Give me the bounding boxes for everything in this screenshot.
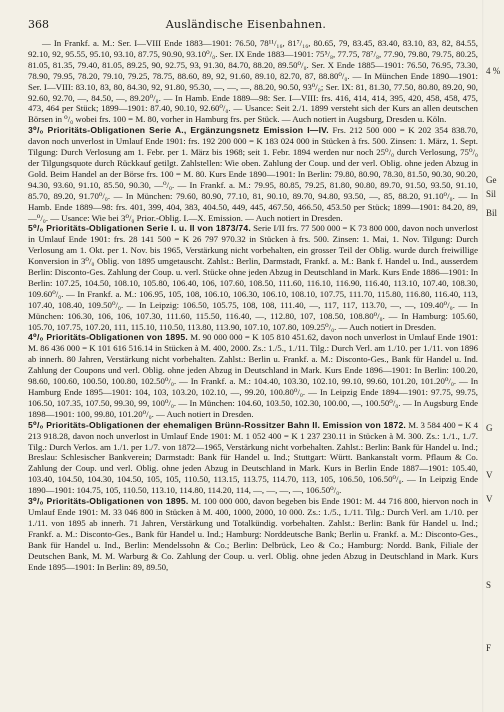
paragraph-title: 4⁰/₀ Prioritäts-Obligationen von 1895. xyxy=(28,332,188,343)
margin-fragment: Bil xyxy=(486,208,498,218)
paragraph-serie-1-2 xyxy=(28,223,478,332)
running-title: Ausländische Eisenbahnen. xyxy=(165,18,327,31)
paragraph-title: 5⁰/₀ Prioritäts-Obligationen der ehemaligen Brünn-Rossitzer Bahn II. Emission von 1872. xyxy=(28,419,407,430)
margin-fragment: V xyxy=(486,494,493,504)
paragraph-bruenn-rossitzer xyxy=(28,420,478,496)
paragraph-title: 3⁰/₀ Prioritäts-Obligationen Serie A., Ergänzungsnetz Emission I—IV. xyxy=(28,125,329,136)
paragraph-text: M. 90 000 000 = K 105 810 451.62, davon noch unverlost in Umlauf Ende 1901: M. 86 436 000 = K 101 616 516.14 in Stücken à M. 400, 2000. Zs.: 1./5., 1./11. Tilg.: Durch Verl. am 1./10. per 1./11. von 1896 ab innerh. 80 Jahren, Verstärkung nicht vorbehalten. Zahlst.: Berlin u. Frankf. a. M.: Disconto-Ges., Bank für Handel u. Ind. Zahlung der Coupons und verl. Oblig. ohne jeden Abzug in Deutschland in Mark. Kurs Ende 1896—1901: In Berlin: 100.20, 98.60, 100.60, 100.50, 100.80, 102.50⁰/₀. — In Frankf. a. M.: 104.40, 103.30, 102.10, 99.10, 99.60, 101.20, 101.20⁰/₀. — In Hamburg Ende 1895—1901: 104, 103, 103.20, 102.10, —, 99.20, 100.80⁰/₀. — In Leipzig Ende 1894—1901: 97.75, 99.75, 106.50, 107.35, 107.50, 99.30, 99, 100⁰/₀. — In München: 104.60, 103.50, 102.30, 100.00, —, 100.50⁰/₀. — In Augsburg Ende 1898—1901: 100, 99.80, 101.20⁰/₀. — Auch notiert in Dresden. xyxy=(28,332,478,419)
page-header xyxy=(28,18,478,32)
margin-fragment: 4 % xyxy=(486,66,501,76)
page-body xyxy=(28,38,478,572)
margin-fragment: V xyxy=(486,470,493,480)
margin-fragment: F xyxy=(486,643,492,653)
margin-fragment: G xyxy=(486,423,493,433)
paragraph-text: Frs. 212 500 000 = K 202 354 838.70, davon noch unverlost in Umlauf Ende 1901: frs. 192 200 000 = K 183 024 000 in Stücken à frs. 500. Zinsen: 1. März, 1. Sept. Tilgung: Durch Verlosung am 1. Febr. per 1. März bis 1968; seit 1. Febr. 1894 werden nur noch 25⁰/₀ durch Verlosung, 75⁰/₀ der Tilgungsquote durch Rückkauf getilgt. Zahlstellen: Wie oben. Zahlung der Coup. und der verl. Oblig. ohne jeden Abzug in Gold. Beim Handel an der Börse frs. 100 = M. 80. Kurs Ende 1890—1901: In Berlin: 79.80, 80.90, 78.30, 81.50, 90.30, 90.20, 94.30, 93.60, 91.10, 85.50, 90.30, —⁰/₀. — In Frankf. a. M.: 79.95, 80.85, 79.25, 81.80, 90.80, 89.70, 91.50, 93.50, 91.10, 85.70, 89.20, 91.70⁰/₀. — In München: 79.60, 80.90, 77.10, 81, 90.10, 89.70, 94.80, 93.50, —, 85, 88.20, 91.10⁰/₀. — In Hamb. Ende 1889—98: frs. 401, 399, 404, 383, 404.50, 449, 445, 467.50, 466.50, 453.50 per Stück; 1899—1901: 84.20, 89, —⁰/₀. — Usance: Wie bei 3⁰/₀ Prior.-Oblig. I.—X. Emission. — Auch notiert in Dresden. xyxy=(28,125,478,223)
paragraph-text: — In Frankf. a. M.: Ser. I—VIII Ende 1883—1901: 76.50, 78¹¹/₁₆, 81⁷/₁₆, 80.65, 79, 83.45, 83.40, 83.10, 83, 82, 84.55, 92.10, 92, 95.55, 95.10, 93.10, 87.75, 90.90, 93.10⁰/₀. Ser. IX Ende 1883—1901: 75⁵/₈, 77.75, 78⁷/₈, 77.90, 79.80, 79.75, 80.25, 81.05, 81.35, 79.40, 81.05, 89.25, 90, 92.75, 93, 91.30, 84.70, 88.20, 89.50⁰/₀. Ser. X Ende 1885—1901: 76.50, 76.95, 73.30, 78.90, 79.95, 78.20, 79.10, 79.25, 78.75, 88.60, 89, 92, 91.60, 89.10, 82.70, 87, 88.80⁰/₀. — In München Ende 1890—1901: Ser. I—VIII: 83.10, 83, 80, 84.30, 92, 91.80, 95.30, —, —, —, 88.20, 90.50, 93⁰/₀; Ser. IX: 81, 81.30, 77.50, 80.80, 89.20, 90, 92.60, 92.70, —, 84.50, —, 89.20⁰/₀. — In Hamb. Ende 1889—98: Ser. I—VIII: frs. 416, 414, 414, 395, 420, 458, 458, 475, 473, 464 per Stück; 1899—1901: 87.40, 90.10, 92.60⁰/₀. — Usance: Seit 2./1. 1899 versteht sich der Kurs an allen deutschen Börsen in ⁰/₀ wobei frs. 100 = M. 80, vorher in Hamburg frs. per Stück. — Auch notiert in Augsburg, Dresden u. Köln. xyxy=(28,38,478,125)
paragraph-kurs-continuation xyxy=(28,38,478,125)
paragraph-serie-a xyxy=(28,125,478,223)
paragraph-text: Serie I/II frs. 77 500 000 = K 73 800 000, davon noch unverlost in Umlauf Ende 1901: frs. 28 141 500 = K 26 797 970.32 in Stücken à frs. 500. Zinsen: 1. Mai, 1. Nov. Tilgung: Durch Verlosung am 1. Okt. per 1. Nov. bis 1965, Verstärkung nicht vorbehalten, ein grosser Teil der Oblig. wurde durch freiwillige Konversion in 3⁰/₀ Oblig. von 1895 umgetauscht. Zahlst.: Berlin, Darmstadt, Frankf. a. M.: Bank f. Handel u. Ind., ausserdem Berlin: Disconto-Ges. Zahlung der Coup. u. verl. Stücke ohne jeden Abzug in Deutschland in Mark. Kurs Ende 1886—1901: In Berlin: 107.25, 104.50, 108.10, 105.80, 106.40, 106, 107.60, 108.50, 111.60, 116.10, 116.90, 116.40, 113.10, 107.40, 108.30, 109.60⁰/₀. — In Frankf. a. M.: 106.95, 105, 108, 106.10, 106.30, 106.10, 108.10, 107.75, 111.70, 115.80, 116.80, 116.40, 113, 107.40, 108.40, 109.50⁰/₀. — In Leipzig: 106.50, 105.75, 108, 108, 111.40, —, 117, 117, 113.70, —, —, 109.40⁰/₀. — In München: 106.30, 106, 106, 107.30, 111.60, 115.50, 116.40, —, 112.80, 107, 108.50, 108.80⁰/₀. — In Hamburg: 105.60, 105.70, 107.75, 107.20, 111, 115.10, 110.50, 113.80, 113.90, 107.10, 107.80, 109.25⁰/₀. — Auch notiert in Dresden. xyxy=(28,223,479,332)
margin-fragment: Sil xyxy=(486,189,497,199)
paragraph-title: 5⁰/₀ Prioritäts-Obligationen Serie I. u. II von 1873/74. xyxy=(28,223,251,234)
paragraph-1895-3pct xyxy=(28,496,478,572)
paragraph-1895-4pct xyxy=(28,332,478,419)
adjacent-page-margin xyxy=(482,0,504,712)
paragraph-text: M. 100 000 000, davon begeben bis Ende 1901: M. 44 716 800, hiervon noch in Umlauf Ende 1901: M. 33 046 800 in Stücken à M. 400, 1000, 2000, 10 000. Zs.: 1./5., 1./11. Tilg.: Durch Verl. am 1./10. per 1./11. von 1895 ab innerh. 71 Jahren, Verstärkung und Totalkündig. vorbehalten. Zahlst.: Berlin: Bank für Handel u. Ind.; Frankf. a. M.: Disconto-Ges., Bank für Handel u. Ind.; Hamburg: Norddeutsche Bank; Berlin u. Frankf. a. M.: Disconto-Ges., Bank für Handel u. Ind., Berlin: Mendelssohn & Co.; Berlin: Delbrück, Leo & Co.; Hamburg: Nordd. Bank, Filiale der Deutschen Bank, M. M. Warburg & Co. Zahlung der Coup. u. verl. Oblig. ohne jeden Abzug in Deutschland in Mark. Kurs Ende 1895—1901: In Berlin: 89, 89.50, xyxy=(28,496,479,572)
page-number: 368 xyxy=(28,18,49,31)
paragraph-title: 3⁰/₀ Prioritäts-Obligationen von 1895. xyxy=(28,496,189,507)
margin-fragment: S xyxy=(486,580,492,590)
paragraph-text: M. 3 584 400 = K 4 213 918.28, davon noch unverlost in Umlauf Ende 1901: M. 1 052 400 = K 1 237 230.11 in Stücken à M. 300. Zs.: 1./1., 1./7. Tilg.: Durch Verlos. am 1./1. per 1./7. von 1872—1965, Verstärkung nicht vorbehalten. Zahlst.: Berlin: Bank für Handel u. Ind.; Breslau: Schlesischer Bankverein; Darmstadt: Bank für Handel u. Ind.; Stuttgart: Württ. Bankanstalt vorm. Pflaum & Co. Zahlung der Coup. und verl. Oblig. ohne jeden Abzug in Deutschland in Mark. Kurs in Berlin Ende 1887—1901: 105.40, 103.40, 104.50, 104.30, 104.50, 105, 105, 110.50, 113.15, 113.75, 114.70, 113, 105, 106.50, 106.50⁰/₀. — In Leipzig Ende 1890—1901: 104.75, 105, 110.50, 113.10, 114.80, 114.20, 114, —, —, —, —, 106.50⁰/₀. xyxy=(28,419,479,496)
margin-fragment: Ge xyxy=(486,175,497,185)
